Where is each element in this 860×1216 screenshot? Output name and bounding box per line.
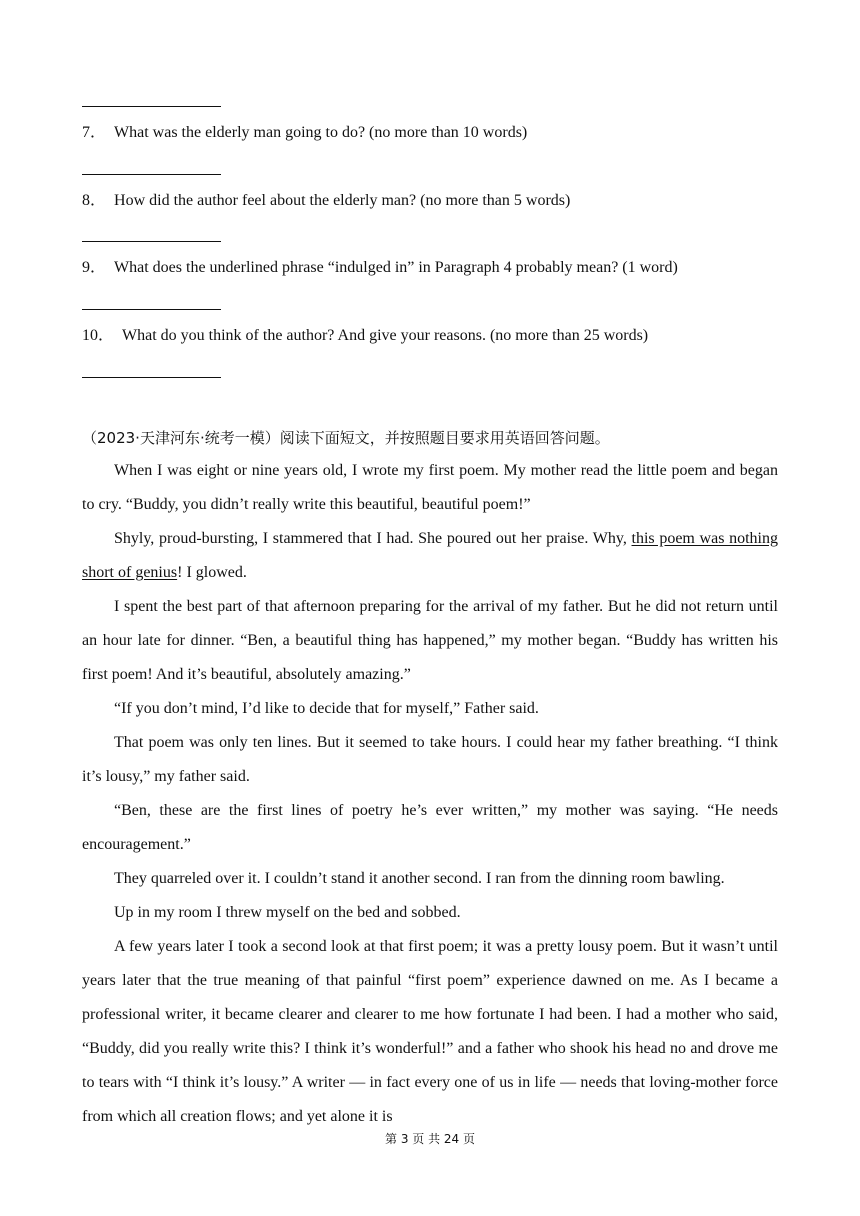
answer-blank [82, 174, 221, 175]
passage-source-line: （2023·天津河东·统考一模）阅读下面短文，并按照题目要求用英语回答问题。 [82, 429, 610, 447]
question-text: What does the underlined phrase “indulged in” in Paragraph 4 probably mean? (1 word) [114, 259, 678, 276]
passage-paragraph: Up in my room I threw myself on the bed and sobbed. [114, 904, 461, 921]
passage-paragraph: When I was eight or nine years old, I wrote my first poem. My mother read the little poem and began to cry. “Buddy, you didn’t really write this beautiful, beautiful poem!” [82, 462, 778, 513]
text-run: Shyly, proud-bursting, I stammered that I had. She poured out her praise. Why, [114, 530, 632, 547]
page-footer: 第 3 页 共 24 页 [385, 1132, 475, 1146]
text-run: ! I glowed. [177, 564, 247, 581]
question-text: What do you think of the author? And give your reasons. (no more than 25 words) [122, 327, 649, 344]
answer-blank [82, 377, 221, 378]
question-text: What was the elderly man going to do? (no more than 10 words) [114, 124, 528, 141]
answer-blank [82, 106, 221, 107]
reading-passage [82, 454, 778, 1134]
answer-blank [82, 241, 221, 242]
question-8 [82, 191, 570, 211]
question-number: 7． [82, 124, 107, 141]
passage-paragraph [82, 522, 778, 590]
answer-blank [82, 309, 221, 310]
passage-paragraph: “If you don’t mind, I’d like to decide that for myself,” Father said. [114, 700, 539, 717]
question-10 [82, 326, 648, 346]
question-number: 8． [82, 192, 107, 209]
question-9 [82, 258, 678, 278]
question-number: 9． [82, 259, 107, 276]
passage-paragraph: A few years later I took a second look at that first poem; it was a pretty lousy poem. But it wasn’t until years later that the true meaning of that painful “first poem” experience dawned on me. As I became a professional writer, it became clearer and clearer to me how fortunate I had been. I had a mother who said, “Buddy, did you really write this? I think it’s wonderful!” and a father who shook his head no and drove me to tears with “I think it’s lousy.” A writer — in fact every one of us in life — needs that loving-mother force from which all creation flows; and yet alone it is [82, 938, 778, 1125]
passage-paragraph: That poem was only ten lines. But it seemed to take hours. I could hear my father breathing. “I think it’s lousy,” my father said. [82, 734, 778, 785]
passage-paragraph: I spent the best part of that afternoon preparing for the arrival of my father. But he did not return until an hour late for dinner. “Ben, a beautiful thing has happened,” my mother began. “Buddy has written his first poem! And it’s beautiful, absolutely amazing.” [82, 598, 778, 683]
passage-paragraph: They quarreled over it. I couldn’t stand it another second. I ran from the dinning room bawling. [114, 870, 725, 887]
passage-paragraph: “Ben, these are the first lines of poetry he’s ever written,” my mother was saying. “He needs encouragement.” [82, 802, 778, 853]
underlined-phrase: this poem was nothing short of genius [82, 530, 779, 581]
question-text: How did the author feel about the elderly man? (no more than 5 words) [114, 192, 571, 209]
question-7 [82, 123, 527, 143]
question-number: 10． [82, 327, 115, 344]
